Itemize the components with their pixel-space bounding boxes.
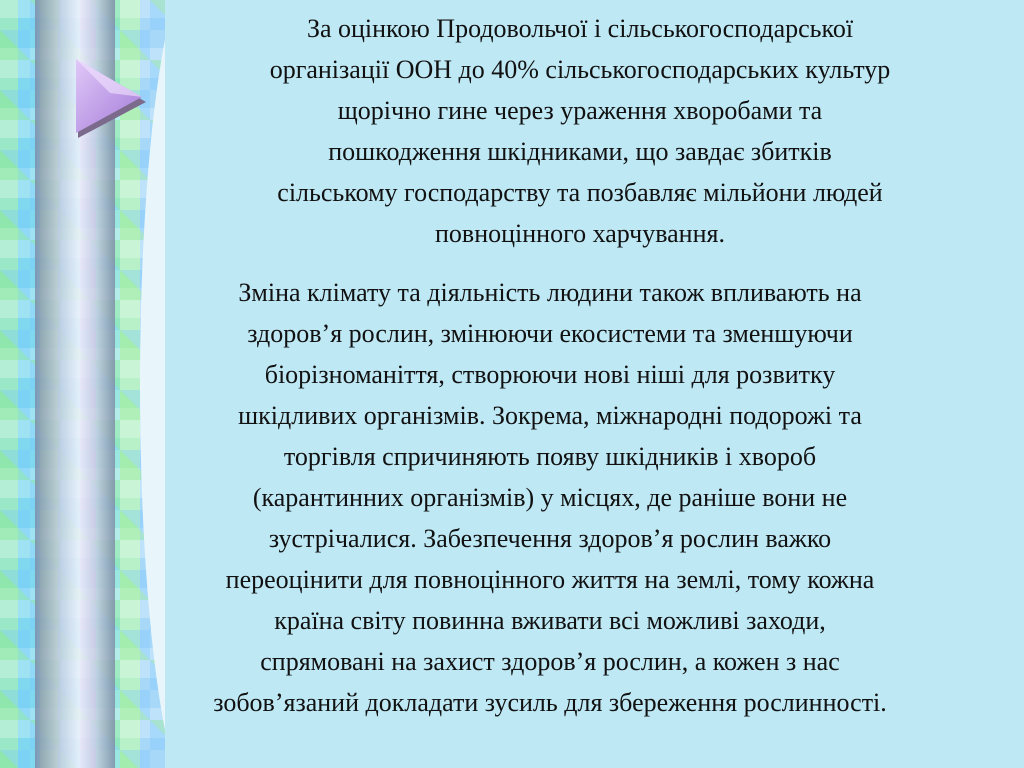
text-line: пошкодження шкідниками, що завдає збитків	[328, 137, 832, 166]
text-line: повноцінного харчування.	[435, 219, 725, 248]
text-line: (карантинних організмів) у місцях, де раніше вони не	[252, 483, 848, 512]
paragraph-fao-statistics	[160, 8, 1000, 254]
text-line: зустрічалися. Забезпечення здоров’я рослин важко	[268, 524, 832, 553]
text-line: спрямовані на захист здоров’я рослин, а кожен з нас	[260, 647, 840, 676]
text-line: торгівля спричиняють появу шкідників і хвороб	[283, 442, 817, 471]
text-line: країна світу повинна вживати всі можливі заходи,	[274, 606, 826, 635]
text-line: організації ООН до 40% сільськогосподарських культур	[269, 55, 891, 84]
text-line: шкідливих організмів. Зокрема, міжнародні подорожі та	[238, 401, 862, 430]
text-line: щорічно гине через ураження хворобами та	[337, 96, 823, 125]
text-line: здоров’я рослин, змінюючи екосистеми та зменшуючи	[247, 319, 853, 348]
text-line: переоцінити для повноцінного життя на землі, тому кожна	[225, 565, 875, 594]
triangle-arrow-icon	[70, 55, 150, 140]
text-line: біорізноманіття, створюючи нові ніші для розвитку	[264, 360, 836, 389]
paragraph-climate-impact	[100, 272, 1000, 723]
text-line: Зміна клімату та діяльність людини також впливають на	[238, 278, 862, 307]
text-line: сільському господарству та позбавляє мільйони людей	[277, 178, 883, 207]
text-line: зобов’язаний докладати зусиль для збереження рослинності.	[213, 688, 887, 717]
text-line: За оцінкою Продовольчої і сільськогосподарської	[306, 14, 854, 43]
